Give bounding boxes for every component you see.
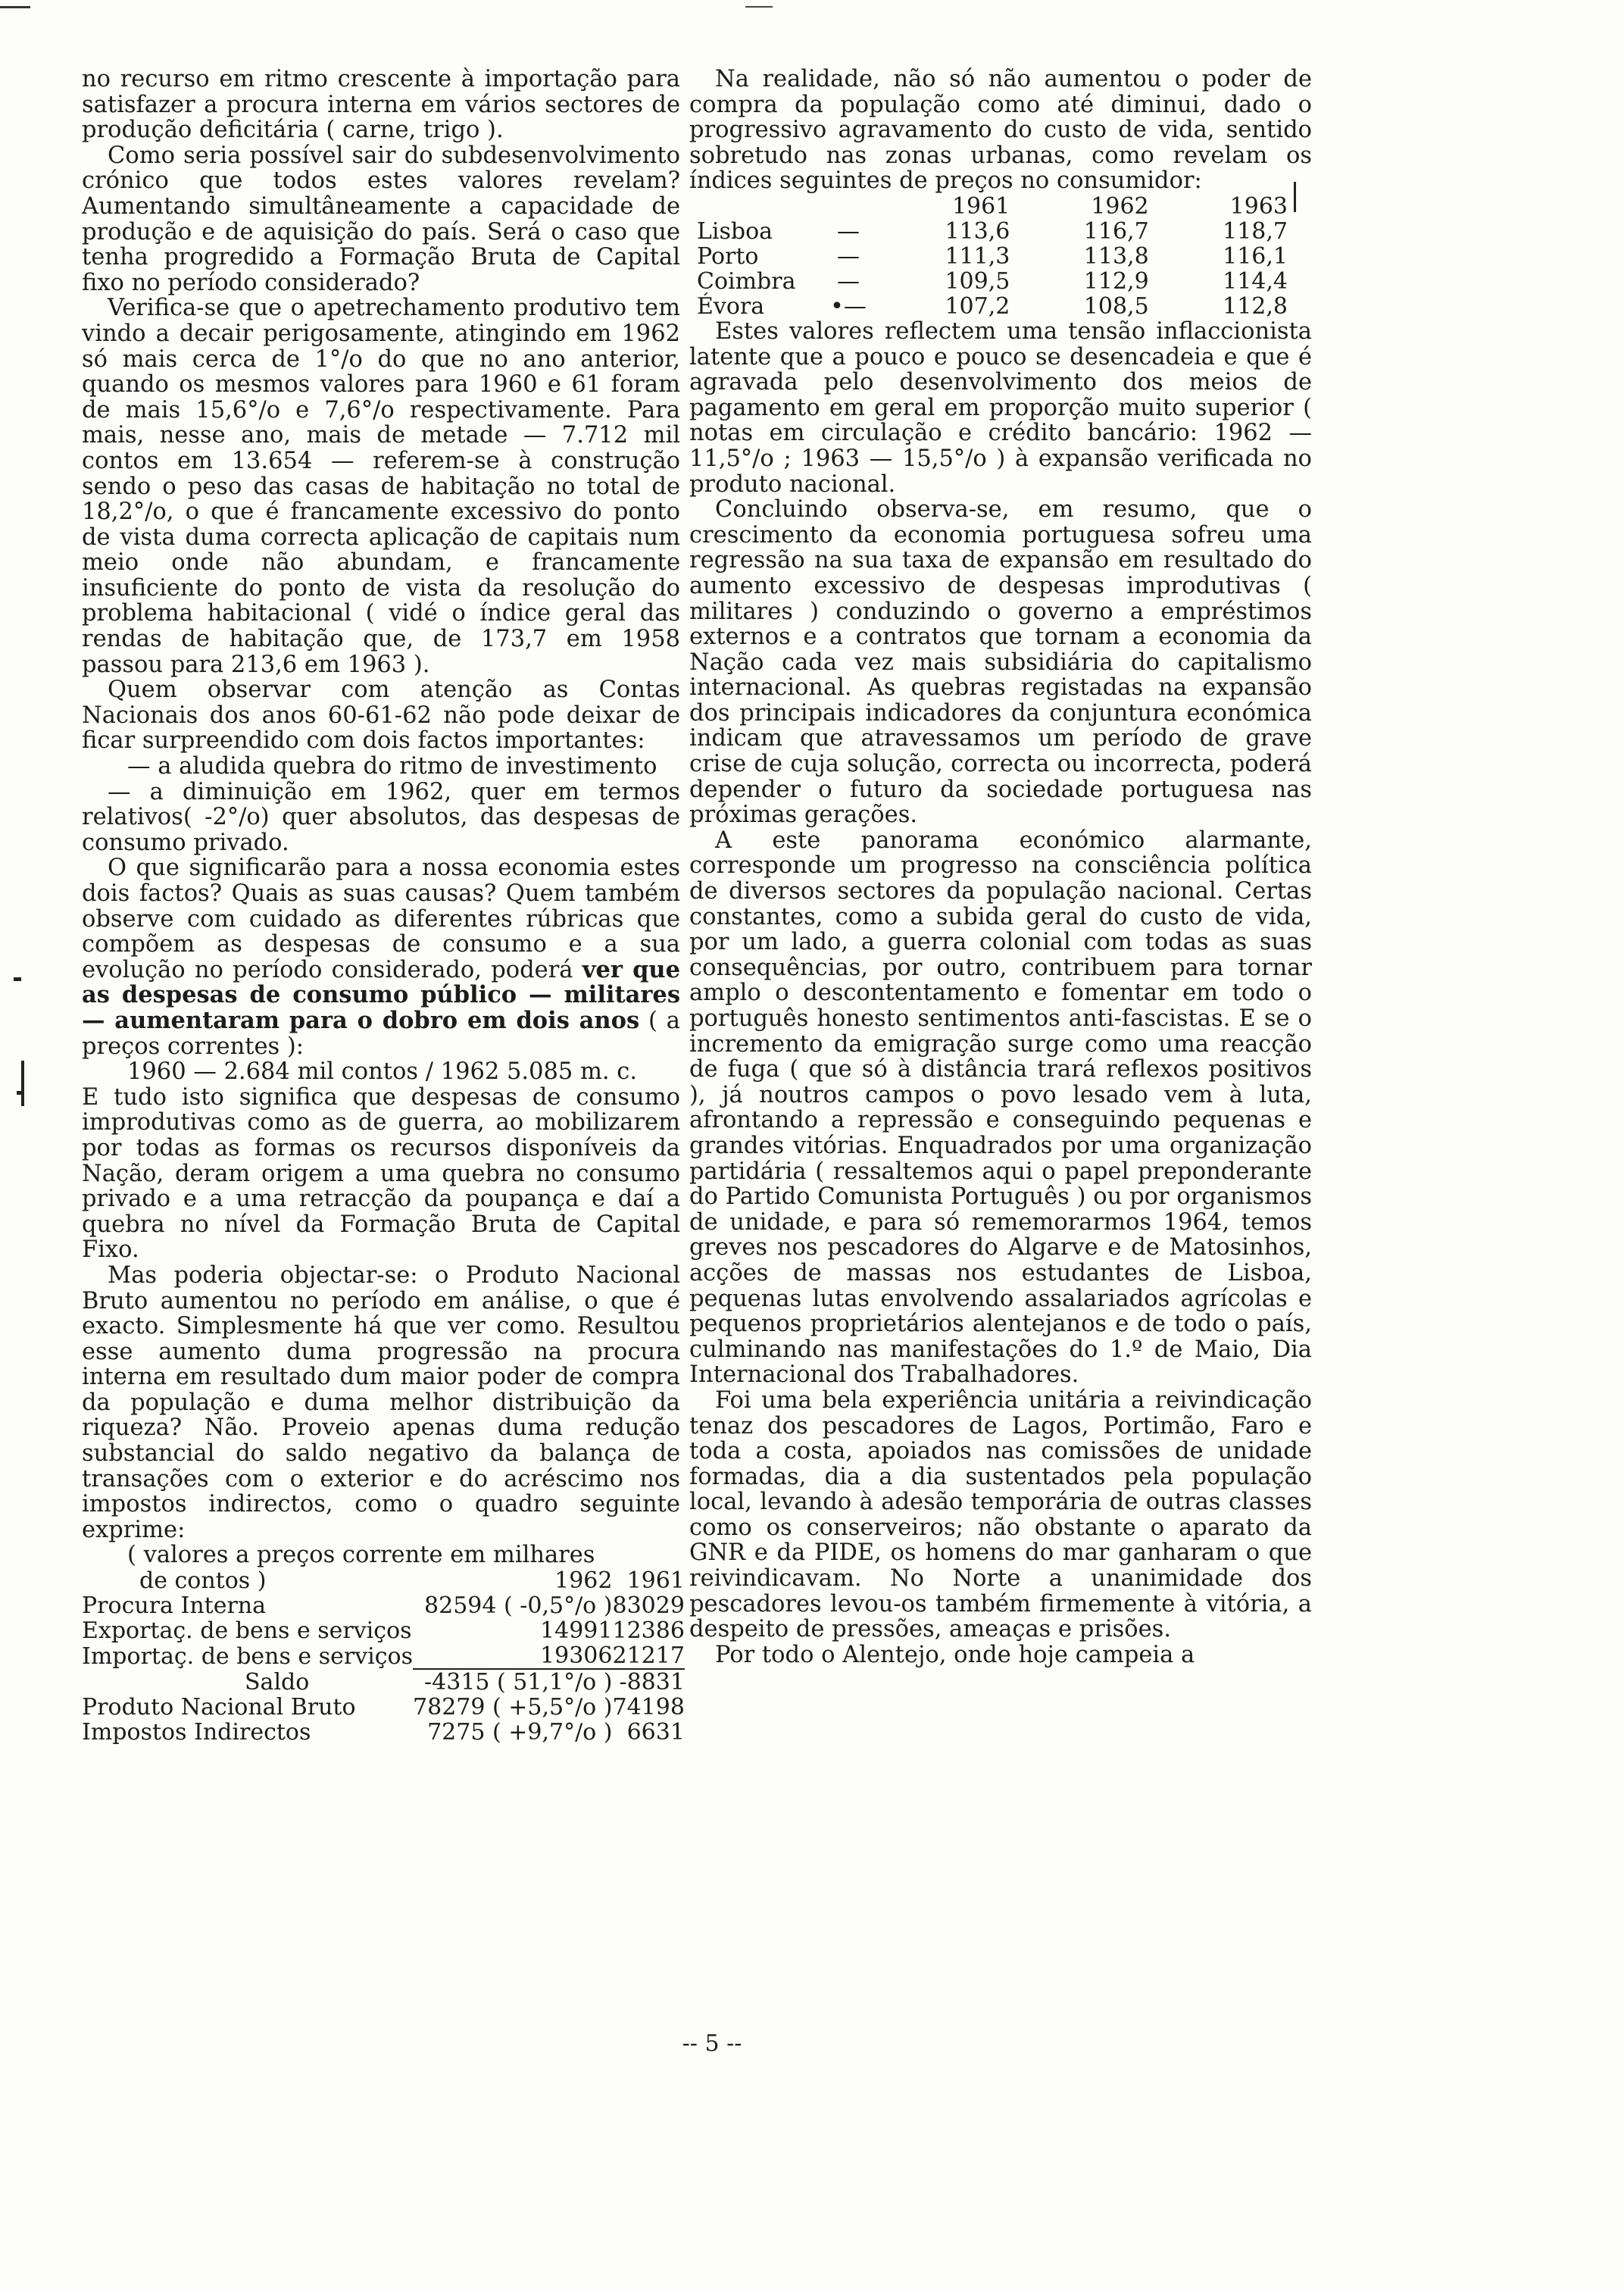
cell-1961: 83029 <box>612 1592 685 1620</box>
scan-edge-mark <box>745 6 773 8</box>
column-header: 1963 <box>1229 192 1288 220</box>
table-row <box>697 269 1288 294</box>
paragraph: Quem observar com atenção as Contas Nacionais dos anos 60-61-62 não pode deixar de ficar surpreendido com dois factos importantes: <box>82 677 680 755</box>
row-label: Procura Interna <box>82 1592 267 1620</box>
column-header: 1961 <box>626 1567 685 1595</box>
table-caption: ( valores a preços corrente em milhares <box>127 1542 595 1569</box>
scan-edge-mark <box>0 6 30 8</box>
paragraph: no recurso em ritmo crescente à importação para satisfazer a procura interna em vários sectores de produção deficitária ( carne, trigo ). <box>82 66 680 144</box>
cell-1962: 108,5 <box>1083 292 1149 320</box>
list-item: — a aludida quebra do ritmo de investimento <box>127 753 657 780</box>
paragraph: Verifica-se que o apetrechamento produtivo tem vindo a decair perigosamente, atingindo em 1962 só mais cerca de 1°/o do que no ano anterior, quando os mesmos valores para 1960 e 61 foram de mais 15,6°/o e 7,6°/o respectivamente. Para mais, nesse ano, mais de metade — 7.712 mil contos em 13.654 — referem-se à construção sendo o peso das casas de habitação no total de 18,2°/o, o que é francamente excessivo do ponto de vista duma correcta aplicação de capitais num meio onde não abundam, e francamente insuficiente do ponto de vista da resolução do problema habitacional ( vidé o índice geral das rendas de habitação que, de 173,7 em 1958 passou para 213,6 em 1963 ). <box>82 295 680 678</box>
table-row <box>82 1720 685 1745</box>
cell-1962: 7275 ( +9,7°/o ) <box>427 1719 613 1746</box>
margin-dash <box>21 1061 24 1106</box>
cell-1961: 21217 <box>612 1642 685 1670</box>
cell-1961: 107,2 <box>945 292 1010 320</box>
dash: — <box>837 267 860 295</box>
cell-1961: 6631 <box>626 1719 685 1746</box>
column-header: 1961 <box>951 192 1010 220</box>
paragraph: Estes valores reflectem uma tensão inflaccionista latente que a pouco e pouco se desencadeia e que é agravada pelo desenvolvimento dos meios de pagamento em geral em proporção muito superior ( notas em circulação e crédito bancário: 1962 — 11,5°/o ; 1963 — 15,5°/o ) à expansão verificada no produto nacional. <box>689 317 1312 498</box>
table-row <box>697 219 1288 244</box>
paragraph <box>82 855 680 1059</box>
list-item: — a diminuição em 1962, quer em termos relativos( -2°/o) quer absolutos, das despesas de consumo privado. <box>82 778 680 856</box>
dash: — <box>837 242 860 270</box>
paragraph-text: ( a preços correntes ): <box>82 1007 680 1060</box>
emphasis-text: ver que as despesas de consumo público — militares — aumentaram para o dobro em dois anos <box>82 955 680 1034</box>
cell-1961: 109,5 <box>945 267 1010 295</box>
row-label: Impostos Indirectos <box>82 1719 311 1746</box>
row-label: Évora <box>697 292 765 320</box>
cell-1963: 112,8 <box>1223 292 1288 320</box>
national-accounts-table <box>82 1568 685 1745</box>
row-label: Porto <box>697 242 759 270</box>
cell-1961: -8831 <box>612 1669 684 1695</box>
table-row <box>82 1695 685 1720</box>
margin-dash <box>14 977 21 981</box>
paragraph: Mas poderia objectar-se: o Produto Nacional Bruto aumentou no período em análise, o que é exacto. Simplesmente há que ver como. Resultou esse aumento duma progressão na procura interna em resultado dum maior poder de compra da população e duma melhor distribuição da riqueza? Não. Proveio apenas duma redução substancial do saldo negativo da balança de transações com o exterior e do acréscimo nos impostos indirectos, como o quadro seguinte exprime: <box>82 1261 680 1543</box>
paragraph: Por todo o Alentejo, onde hoje campeia a <box>715 1641 1195 1668</box>
paragraph: Foi uma bela experiência unitária a reivindicação tenaz dos pescadores de Lagos, Portimão, Faro e toda a costa, apoiados nas comissões de unidade formadas, dia a dia sustentados pela população local, levando à adesão temporária de outras classes como os conserveiros; não obstante o aparato da GNR e da PIDE, os homens do mar ganharam o que reivindicavam. No Norte a unanimidade dos pescadores levou-os também firmemente à vitória, a despeito de pressões, ameaças e prisões. <box>689 1386 1312 1643</box>
table-row <box>82 1618 685 1643</box>
cell-1963: 116,1 <box>1223 242 1288 270</box>
cell-1962: 112,9 <box>1083 267 1149 295</box>
cell-1962: 78279 ( +5,5°/o ) <box>413 1694 613 1721</box>
table-row <box>82 1643 685 1669</box>
dash: — <box>837 217 860 245</box>
cell-1962: 19306 <box>540 1642 613 1670</box>
cell-1961: 111,3 <box>945 242 1010 270</box>
paragraph-text: O que significarão para a nossa economia estes dois factos? Quais as suas causas? Quem também observe com cuidado as diferentes rúbricas que compõem as despesas de consumo e a sua evolução no período considerado, poderá <box>82 855 680 983</box>
row-label: Saldo <box>245 1668 310 1696</box>
table-row <box>697 244 1288 269</box>
table-header-row <box>82 1568 685 1593</box>
paragraph: Como seria possível sair do subdesenvolvimento crónico que todos estes valores revelam? Aumentando simultâneamente a capacidade de produção e de aquisição do país. Será o caso que tenha progredido a Formação Bruta de Capital fixo no período considerado? <box>82 142 680 296</box>
page-number: -- 5 -- <box>682 2030 742 2057</box>
formula-line: 1960 — 2.684 mil contos / 1962 5.085 m. c. <box>127 1058 638 1086</box>
price-index-table <box>697 194 1288 319</box>
row-label: Lisboa <box>697 217 773 245</box>
left-column <box>82 66 685 1746</box>
table-row <box>697 294 1288 319</box>
margin-dash <box>17 1091 24 1095</box>
cell-1962: 113,8 <box>1083 242 1149 270</box>
cell-1962: 116,7 <box>1083 217 1149 245</box>
column-header: 1962 <box>554 1567 613 1595</box>
right-column <box>689 67 1312 1667</box>
cell-1962: 82594 ( -0,5°/o ) <box>424 1592 613 1620</box>
paragraph: A este panorama económico alarmante, corresponde um progresso na consciência política de diversos sectores da população nacional. Certas constantes, como a subida geral do custo de vida, por um lado, a guerra colonial com todas as suas consequências, por outro, contribuem para tornar amplo o descontentamento e fomentar em todo o português honesto sentimentos anti-fascistas. E se o incremento da emigração surge como uma reacção de fuga ( que só à distância trará reflexos positivos ), já noutros campos o povo lesado vem à luta, afrontando a repressão e conseguindo pequenas e grandes vitórias. Enquadrados por uma organização partidária ( ressaltemos aqui o papel preponderante do Partido Comunista Português ) ou por organismos de unidade, e para só rememorarmos 1964, temos greves nos pescadores do Algarve e de Matosinhos, acções de massas nos estudantes de Lisboa, pequenas lutas envolvendo assalariados agrícolas e pequenos proprietários alentejanos e de todo o país, culminando nas manifestações do 1.º de Maio, Dia Internacional dos Trabalhadores. <box>689 827 1312 1389</box>
row-label: Importaç. de bens e serviços <box>82 1642 414 1670</box>
table-row <box>82 1593 685 1618</box>
table-row <box>82 1669 685 1695</box>
dash: •— <box>830 292 867 320</box>
row-label: Coimbra <box>697 267 796 295</box>
cell-1961: 113,6 <box>945 217 1010 245</box>
cell-1962: 14991 <box>540 1617 613 1645</box>
cell-1961: 74198 <box>612 1694 685 1721</box>
paragraph: Concluindo observa-se, em resumo, que o crescimento da economia portuguesa sofreu uma regressão na sua taxa de expansão em resultado do aumento excessivo de despesas improdutivas ( militares ) conduzindo o governo a empréstimos externos e a contratos que tornam a economia da Nação cada vez mais subsidiária do capitalismo internacional. As quebras registadas na expansão dos principais indicadores da conjuntura económica indicam que atravessamos um período de grave crise de cuja solução, correcta ou incorrecta, poderá depender o futuro da sociedade portuguesa nas próximas gerações. <box>689 496 1312 829</box>
cell-1963: 114,4 <box>1223 267 1288 295</box>
row-label: Produto Nacional Bruto <box>82 1694 356 1721</box>
table-header-row <box>697 194 1288 219</box>
paragraph: Na realidade, não só não aumentou o poder de compra da população como até diminui, dado o progressivo agravamento do custo de vida, sentido sobretudo nas zonas urbanas, como revelam os índices seguintes de preços no consumidor: <box>689 66 1312 195</box>
cell-1961: 12386 <box>612 1617 685 1645</box>
row-label: Exportaç. de bens e serviços <box>82 1617 412 1645</box>
cell-1962: -4315 ( 51,1°/o ) <box>413 1669 612 1695</box>
column-header: 1962 <box>1091 192 1149 220</box>
table-caption: de contos ) <box>139 1567 267 1595</box>
cell-1963: 118,7 <box>1223 217 1288 245</box>
paragraph: E tudo isto significa que despesas de consumo improdutivas como as de guerra, ao mobilizarem por todas as formas os recursos disponíveis da Nação, deram origem a uma quebra no consumo privado e a uma retracção da poupança e daí a quebra no nível da Formação Bruta de Capital Fixo. <box>82 1083 680 1264</box>
